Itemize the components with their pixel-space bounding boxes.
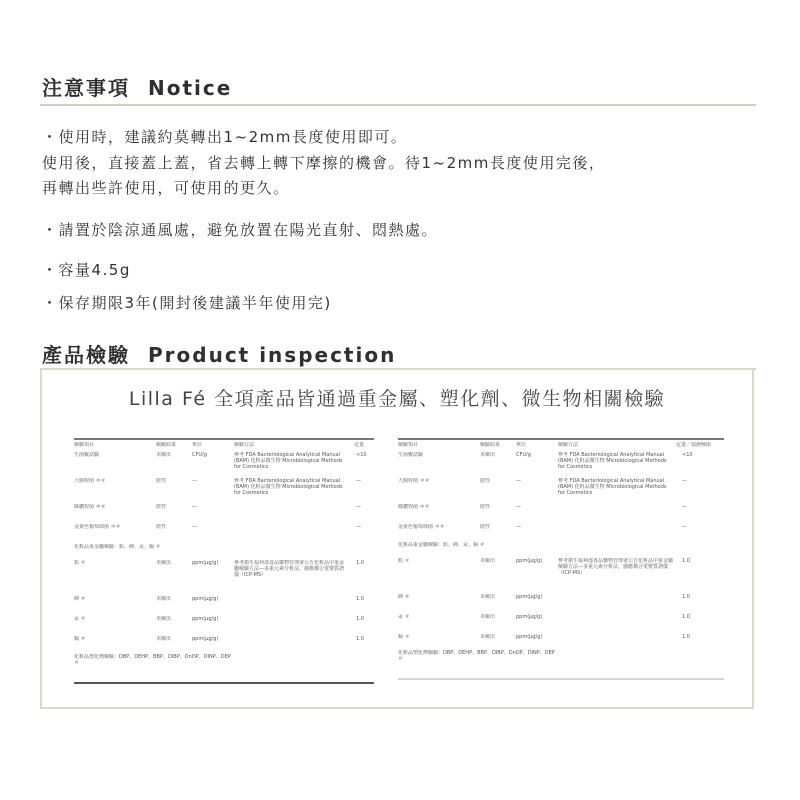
cell-item: 汞 ＃	[398, 614, 410, 620]
cell-item: 汞 ＃	[74, 616, 86, 622]
cell-result: 未檢出	[156, 452, 172, 458]
cell-method: 參考 FDA Bacteriological Analytical Manual (BAM) 化粧品微生物 Microbiological Methods for Cosmetics	[558, 478, 667, 496]
cell-limit: —	[682, 524, 687, 530]
cell-item: 砷 ＃	[74, 596, 86, 602]
cell-result: 陰性	[480, 524, 491, 530]
notice-line-1: ・使用時，建議約莫轉出1~2mm長度使用即可。	[42, 128, 408, 146]
cell-limit: —	[356, 524, 361, 530]
cell-method: 參考衛生福利部食品藥物管理署公告化粧品中重金屬檢驗方法—多重元素分析法，感應耦合電漿質譜儀（ICP-MS）	[234, 560, 344, 578]
inspection-title-zh: 產品檢驗	[42, 343, 130, 367]
right-report-header-rule	[398, 438, 724, 440]
cell-unit: —	[192, 504, 197, 510]
cell-item: 鉛 ＃	[398, 558, 410, 564]
header-item: 檢驗項目	[398, 442, 419, 448]
cell-unit: —	[516, 478, 521, 484]
cell-result: 未檢出	[480, 594, 496, 600]
cell-limit: 1.0	[682, 558, 690, 564]
cell-unit: ppm(μg/g)	[192, 636, 219, 642]
cell-item: 綠膿桿菌 ＊＃	[398, 504, 430, 510]
cell-result: 未檢出	[156, 596, 172, 602]
right-report	[398, 438, 724, 698]
cell-item: 砷 ＃	[398, 594, 410, 600]
cell-limit: —	[356, 478, 361, 484]
notice-line-shelf-life: ・保存期限3年(開封後建議半年使用完)	[42, 294, 332, 312]
cell-result: 未檢出	[480, 634, 496, 640]
cell-result: 陰性	[480, 478, 491, 484]
cell-limit: 1.0	[356, 560, 364, 566]
cell-unit: CFU/g	[192, 452, 207, 458]
header-limit: 定量／偵測極限	[676, 442, 712, 448]
header-result: 檢驗結果	[480, 442, 501, 448]
notice-heading	[42, 72, 232, 101]
header-limit: 定量	[354, 442, 365, 448]
left-report-bottom-rule	[74, 682, 374, 684]
cell-result: 未檢出	[480, 558, 496, 564]
cell-result: 陰性	[156, 504, 167, 510]
cell-result: 陰性	[480, 504, 491, 510]
cell-unit: ppm(μg/g)	[516, 558, 543, 564]
left-report	[74, 438, 374, 698]
cell-item: 大腸桿菌 ＊＃	[398, 478, 430, 484]
cell-result: 陰性	[156, 524, 167, 530]
notice-title-en: Notice	[148, 76, 233, 100]
cell-limit: 1.0	[356, 596, 364, 602]
left-report-header-rule	[74, 438, 374, 440]
cell-method: 參考 FDA Bacteriological Analytical Manual (BAM) 化粧品微生物 Microbiological Methods for Cosmetics	[234, 478, 343, 496]
cell-result: 未檢出	[480, 614, 496, 620]
cell-result: 未檢出	[156, 636, 172, 642]
notice-line-storage: ・請置於陰涼通風處，避免放置在陽光直射、悶熱處。	[42, 221, 439, 239]
cell-limit: 1.0	[682, 594, 690, 600]
inspection-heading	[42, 339, 396, 368]
header-method: 檢驗方法	[234, 442, 255, 448]
cell-limit: 1.0	[682, 634, 690, 640]
notice-line-capacity: ・容量4.5g	[42, 261, 131, 279]
cell-unit: ppm(μg/g)	[516, 614, 543, 620]
cell-item: 生菌數試驗	[398, 452, 424, 458]
header-method: 檢驗方法	[558, 442, 579, 448]
header-unit: 單位	[192, 442, 203, 448]
notice-divider	[40, 104, 756, 106]
inspection-banner: Lilla Fé 全項產品皆通過重金屬、塑化劑、微生物相關檢驗	[128, 388, 666, 410]
notice-title-zh: 注意事項	[42, 76, 130, 100]
header-unit: 單位	[516, 442, 527, 448]
cell-item: 綠膿桿菌 ＊＃	[74, 504, 106, 510]
header-item: 檢驗項目	[74, 442, 95, 448]
inspection-report-frame	[40, 368, 754, 709]
cell-result: 未檢出	[156, 560, 172, 566]
cell-method: 參考 FDA Bacteriological Analytical Manual (BAM) 化粧品微生物 Microbiological Methods for Cosmetics	[558, 452, 667, 470]
cell-item: 生菌數試驗	[74, 452, 100, 458]
cell-unit: —	[192, 524, 197, 530]
footer-note-text: 化粧品塑化劑檢驗：DBP、DEHP、BBP、DIBP、DnOP、DINP、DEP ＃	[398, 650, 555, 662]
notice-line-3: 再轉出些許使用，可使用的更久。	[42, 179, 290, 197]
cell-unit: ppm(μg/g)	[516, 634, 543, 640]
cell-unit: —	[192, 478, 197, 484]
right-report-bottom-rule	[398, 678, 724, 680]
cell-limit: —	[682, 478, 687, 484]
cell-item: 金黃色葡萄球菌 ＊＃	[74, 524, 121, 530]
footer-note-text: 化粧品塑化劑檢驗：DBP、DEHP、BBP、DIBP、DnOP、DINP、DEP ＃	[74, 654, 231, 666]
inspection-title-en: Product inspection	[148, 343, 397, 367]
cell-limit: <10	[356, 452, 367, 458]
group-note-text: 化粧品重金屬檢驗：鉛、砷、汞、鎘 ＃	[398, 542, 485, 548]
cell-limit: —	[682, 504, 687, 510]
group-note-text: 化粧品重金屬檢驗：鉛、砷、汞、鎘 ＃	[74, 544, 161, 550]
cell-limit: 1.0	[682, 614, 690, 620]
cell-limit: <10	[682, 452, 693, 458]
cell-result: 未檢出	[156, 616, 172, 622]
cell-unit: ppm(μg/g)	[192, 596, 219, 602]
cell-item: 鉛 ＃	[74, 560, 86, 566]
cell-limit: 1.0	[356, 616, 364, 622]
cell-limit: —	[356, 504, 361, 510]
cell-item: 金黃色葡萄球菌 ＊＃	[398, 524, 445, 530]
cell-method: 參考衛生福利部食品藥物管理署公告化粧品中重金屬檢驗方法—多重元素分析法，感應耦合電漿質譜儀（ICP-MS）	[558, 558, 674, 576]
header-result: 檢驗結果	[156, 442, 177, 448]
cell-unit: CFU/g	[516, 452, 531, 458]
cell-unit: —	[516, 504, 521, 510]
cell-unit: ppm(μg/g)	[192, 616, 219, 622]
cell-unit: ppm(μg/g)	[192, 560, 219, 566]
cell-unit: —	[516, 524, 521, 530]
cell-method: 參考 FDA Bacteriological Analytical Manual (BAM) 化粧品微生物 Microbiological Methods for Cosmetics	[234, 452, 343, 470]
notice-line-2: 使用後，直接蓋上蓋，省去轉上轉下摩擦的機會。待1~2mm長度使用完後，	[42, 154, 606, 172]
cell-result: 未檢出	[480, 452, 496, 458]
cell-item: 鎘 ＃	[74, 636, 86, 642]
cell-item: 大腸桿菌 ＊＃	[74, 478, 106, 484]
cell-unit: ppm(μg/g)	[516, 594, 543, 600]
cell-result: 陰性	[156, 478, 167, 484]
cell-limit: 1.0	[356, 636, 364, 642]
cell-item: 鎘 ＃	[398, 634, 410, 640]
